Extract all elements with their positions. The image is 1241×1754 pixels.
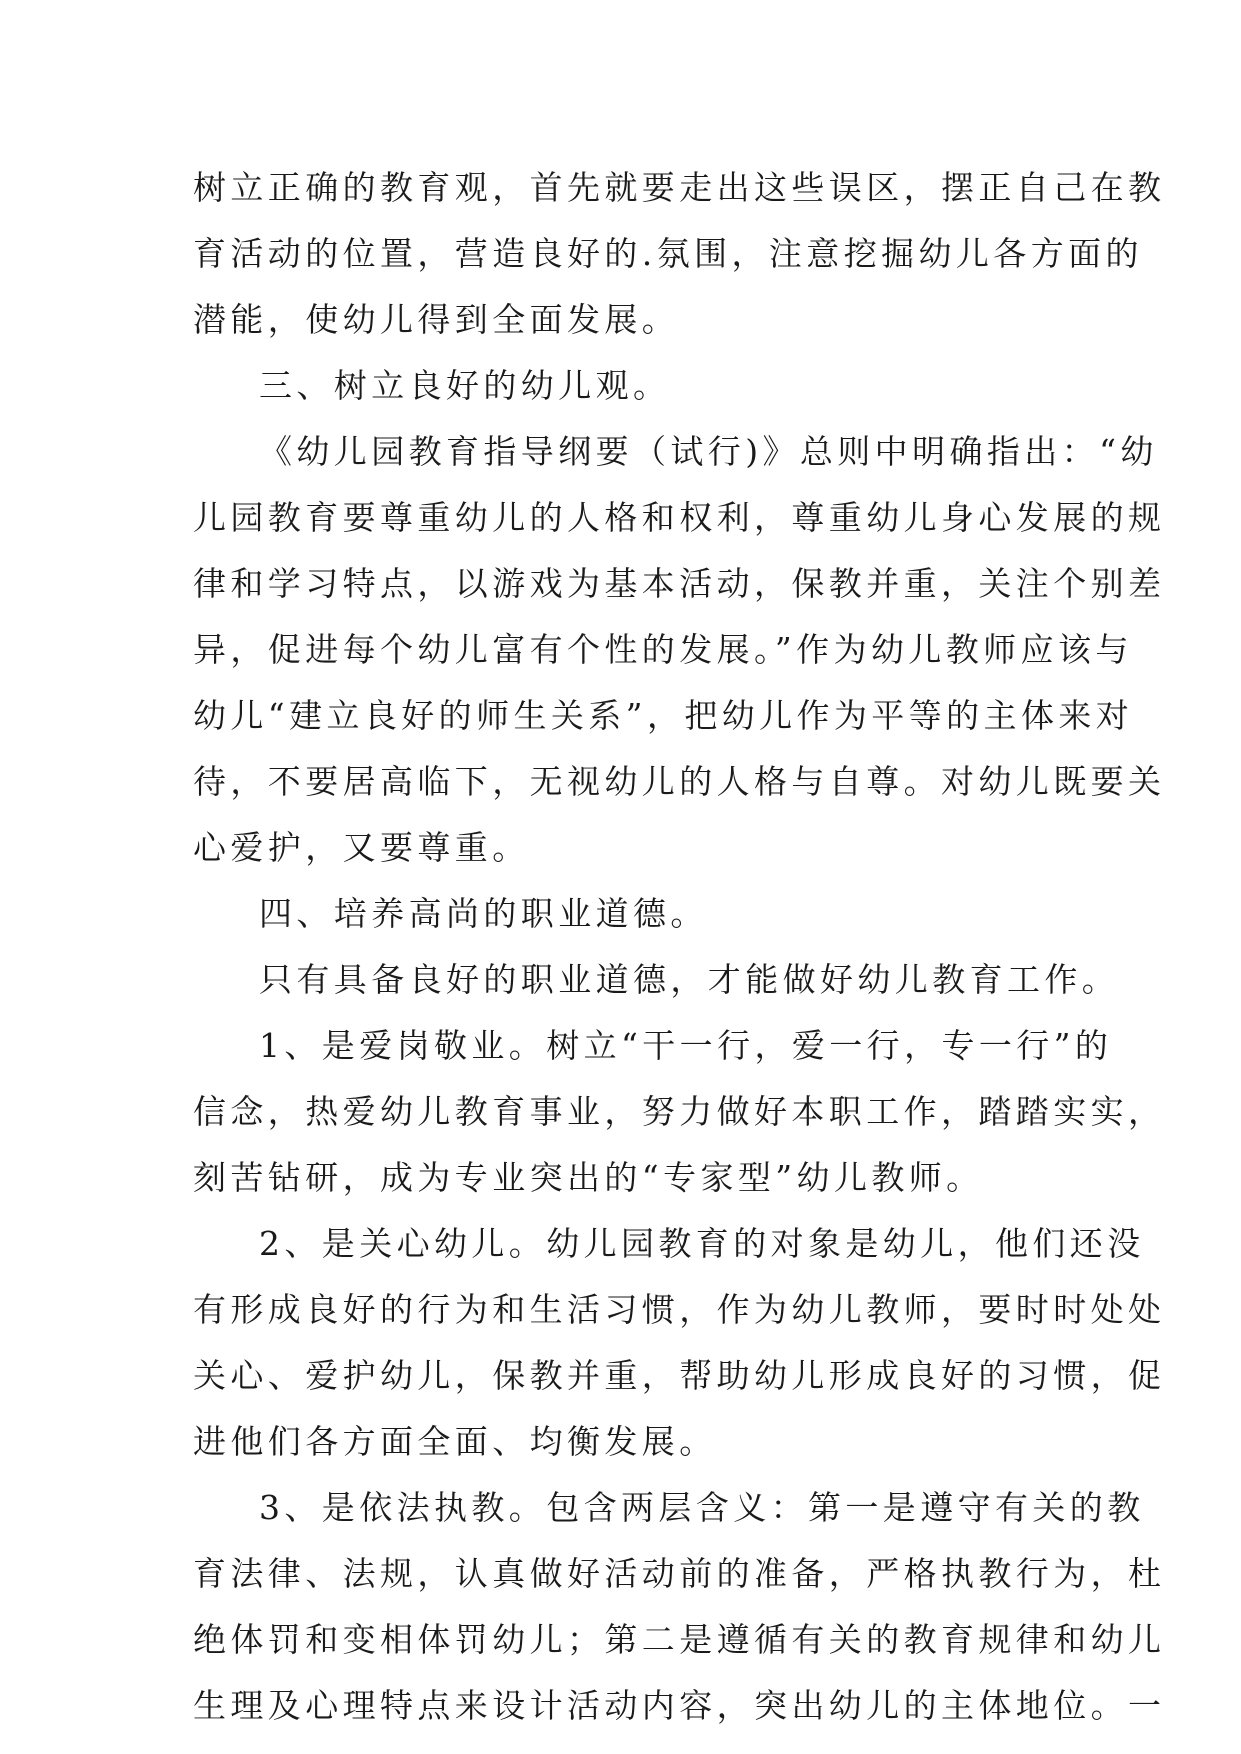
text-line: 育法律、法规，认真做好活动前的准备，严格执教行为，杜: [193, 1554, 1166, 1593]
section-heading: 四、培养高尚的职业道德。: [259, 894, 708, 933]
document-body: [193, 155, 1166, 1739]
text-line: 潜能，使幼儿得到全面发展。: [193, 300, 680, 339]
text-line: 2、是关心幼儿。幼儿园教育的对象是幼儿，他们还没: [259, 1224, 1145, 1263]
text-line: 信念，热爱幼儿教育事业，努力做好本职工作，踏踏实实，: [193, 1092, 1166, 1131]
text-line: 育活动的位置，营造良好的.氛围，注意挖掘幼儿各方面的: [193, 234, 1143, 273]
text-line: 生理及心理特点来设计活动内容，突出幼儿的主体地位。一: [193, 1686, 1166, 1725]
text-line: 有形成良好的行为和生活习惯，作为幼儿教师，要时时处处: [193, 1290, 1166, 1329]
text-line: 关心、爱护幼儿，保教并重，帮助幼儿形成良好的习惯，促: [193, 1356, 1166, 1395]
text-line: 绝体罚和变相体罚幼儿；第二是遵循有关的教育规律和幼儿: [193, 1620, 1166, 1659]
text-line: 律和学习特点，以游戏为基本活动，保教并重，关注个别差: [193, 564, 1166, 603]
section-heading: 三、树立良好的幼儿观。: [259, 366, 671, 405]
text-line: 幼儿“建立良好的师生关系”，把幼儿作为平等的主体来对: [193, 696, 1134, 735]
text-line: 心爱护，又要尊重。: [193, 828, 530, 867]
text-line: 《幼儿园教育指导纲要（试行)》总则中明确指出：“幼: [259, 432, 1158, 471]
text-line: 树立正确的教育观，首先就要走出这些误区，摆正自己在教: [193, 168, 1166, 207]
text-line: 只有具备良好的职业道德，才能做好幼儿教育工作。: [259, 960, 1120, 999]
text-line: 儿园教育要尊重幼儿的人格和权利，尊重幼儿身心发展的规: [193, 498, 1166, 537]
text-line: 异，促进每个幼儿富有个性的发展。”作为幼儿教师应该与: [193, 630, 1133, 669]
text-line: 3、是依法执教。包含两层含义：第一是遵守有关的教: [259, 1488, 1145, 1527]
text-line: 刻苦钻研，成为专业突出的“专家型”幼儿教师。: [193, 1158, 984, 1197]
text-line: 待，不要居高临下，无视幼儿的人格与自尊。对幼儿既要关: [193, 762, 1166, 801]
text-line: 1、是爱岗敬业。树立“干一行，爱一行，专一行”的: [259, 1026, 1113, 1065]
text-line: 进他们各方面全面、均衡发展。: [193, 1422, 717, 1461]
